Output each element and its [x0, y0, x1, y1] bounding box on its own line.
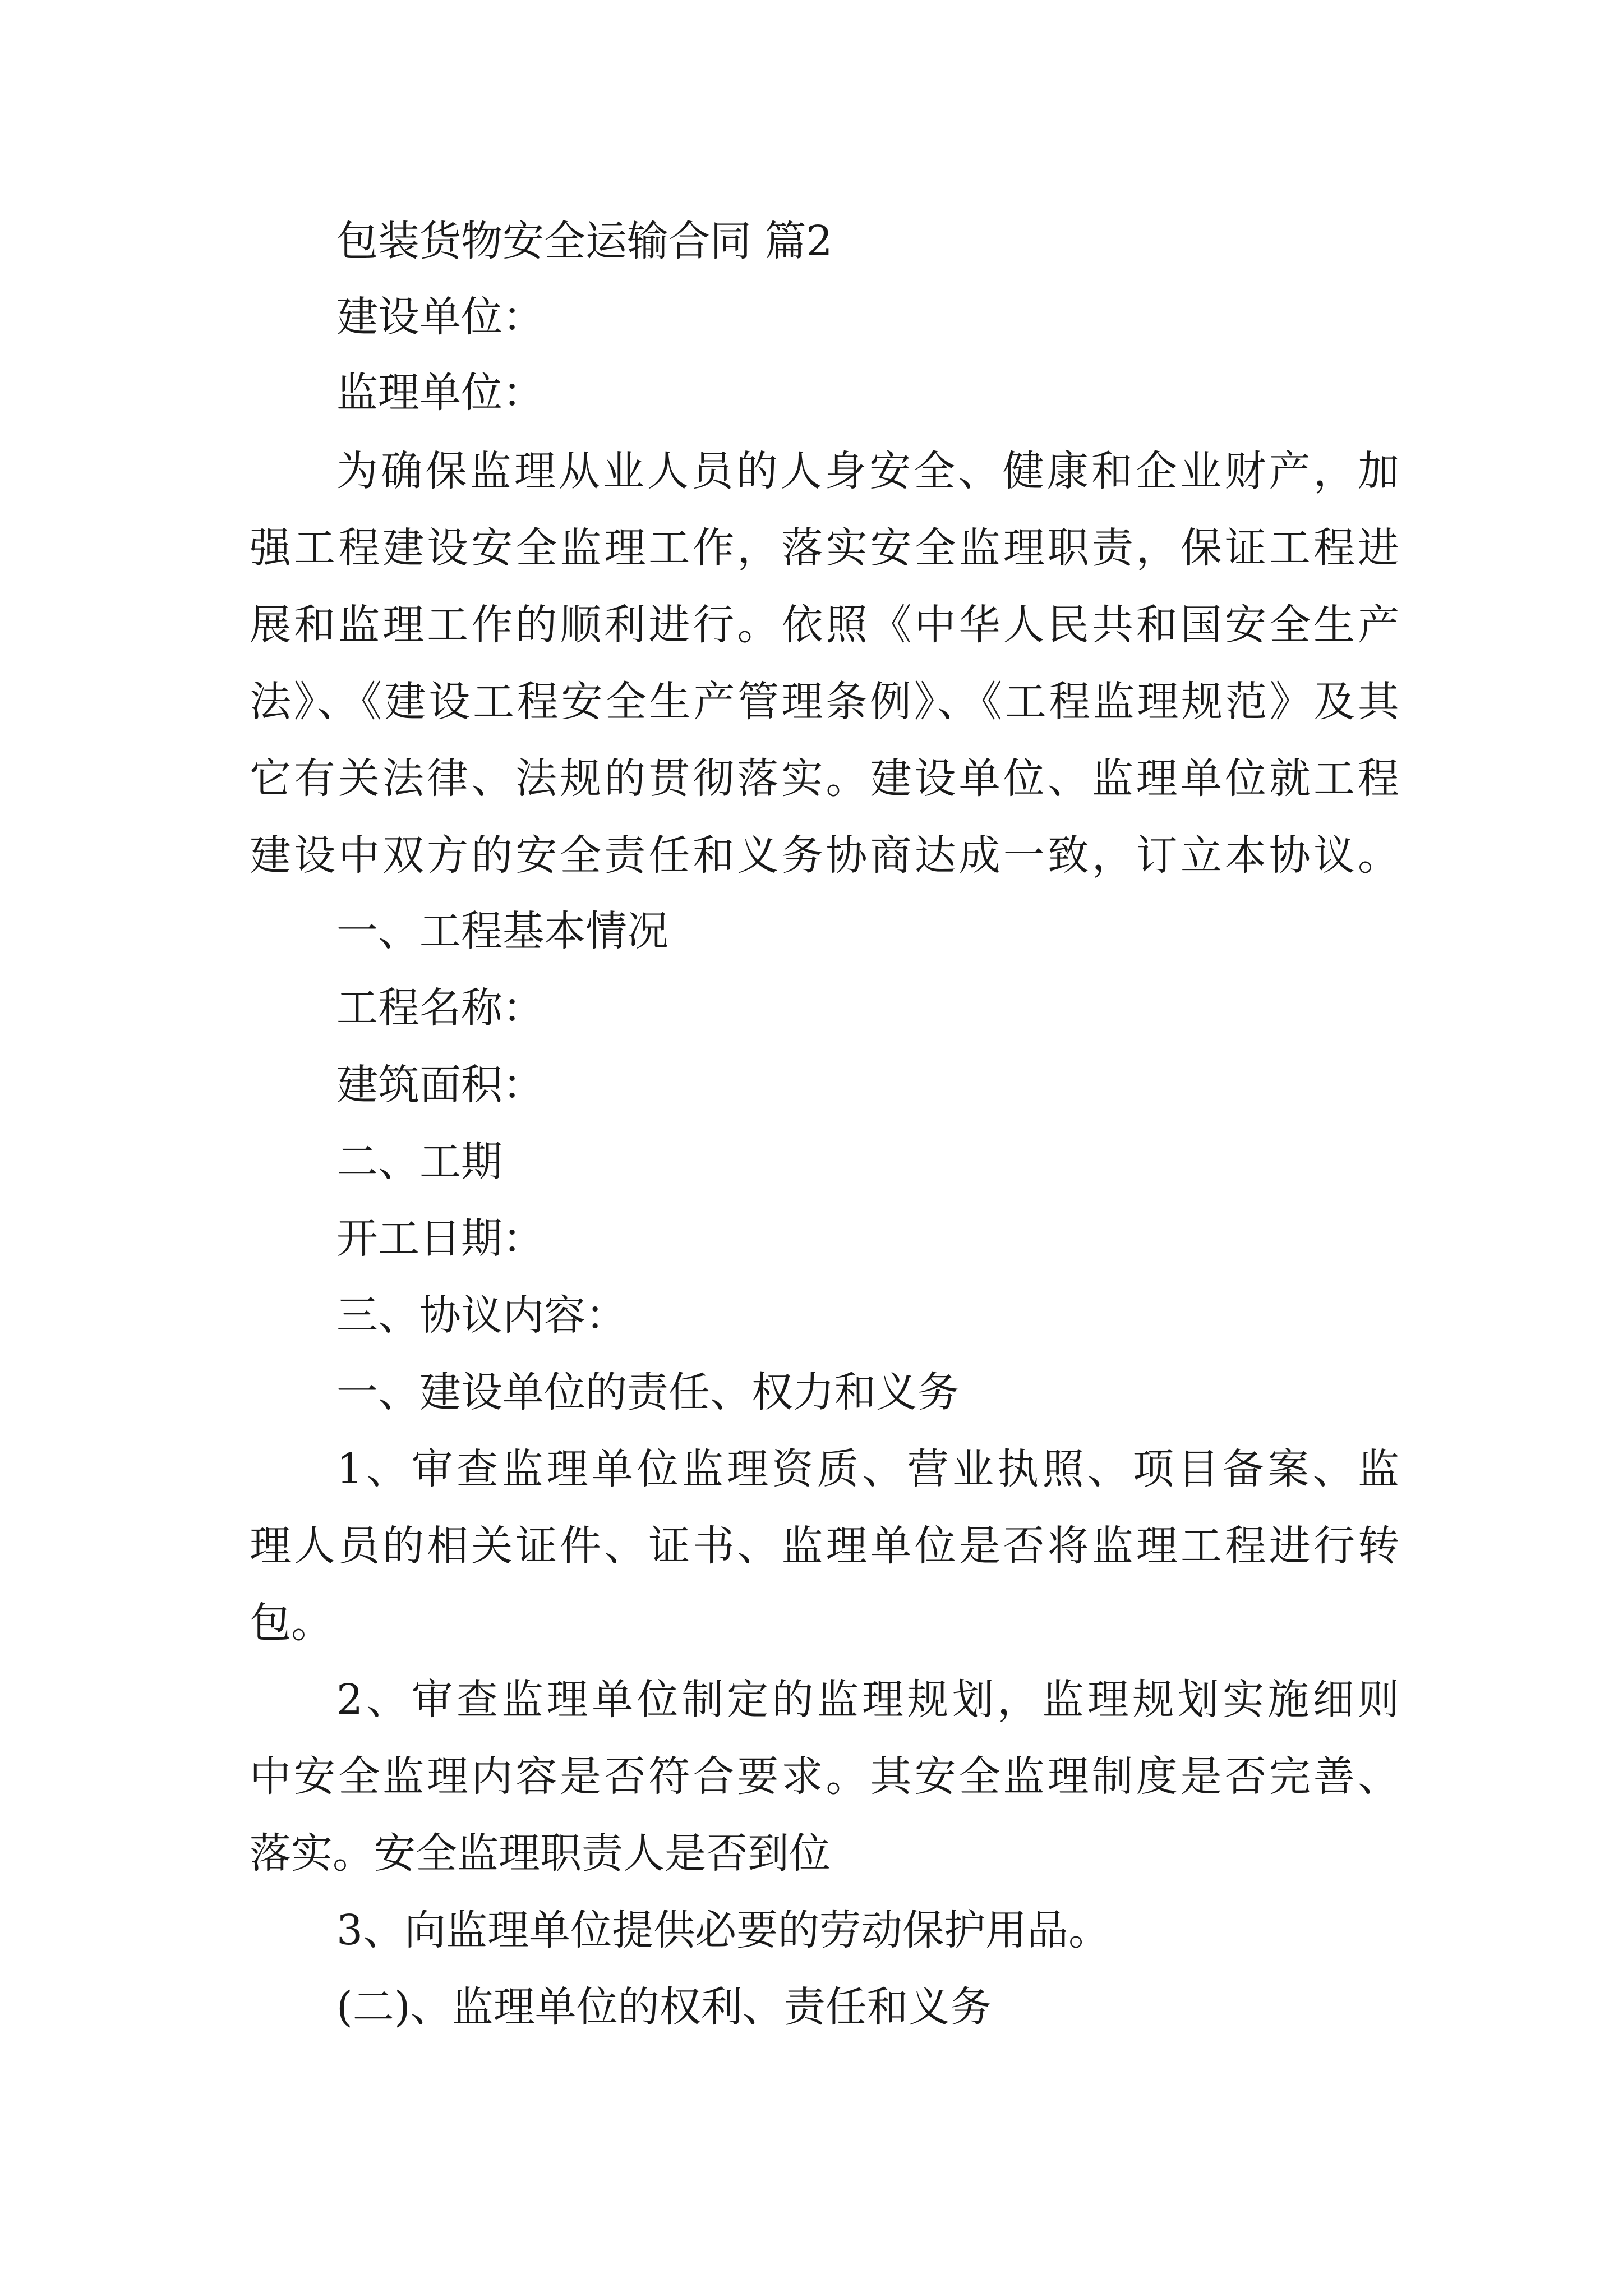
section-1-heading: 一、工程基本情况: [336, 907, 668, 955]
item-2-line: 中安全监理内容是否符合要求。其安全监理制度是否完善、: [250, 1752, 1399, 1801]
project-name-label: 工程名称：: [336, 984, 544, 1032]
item-2-line: 落实。安全监理职责人是否到位: [250, 1829, 831, 1878]
intro-line: 它有关法律、法规的贯彻落实。建设单位、监理单位就工程: [250, 754, 1399, 803]
party-a-label: 建设单位：: [336, 293, 544, 341]
section-3-heading: 三、协议内容：: [336, 1291, 627, 1340]
intro-line: 建设中双方的安全责任和义务协商达成一致，订立本协议。: [250, 831, 1399, 880]
intro-line: 为确保监理从业人员的人身安全、健康和企业财产，加: [336, 447, 1399, 495]
start-date-label: 开工日期：: [336, 1214, 544, 1263]
item-1-line: 理人员的相关证件、证书、监理单位是否将监理工程进行转: [250, 1522, 1399, 1570]
subsection-1-heading: 一、建设单位的责任、权力和义务: [336, 1368, 959, 1416]
intro-line: 强工程建设安全监理工作，落实安全监理职责，保证工程进: [250, 524, 1399, 572]
section-2-heading: 二、工期: [336, 1138, 502, 1186]
building-area-label: 建筑面积：: [336, 1061, 544, 1109]
item-1-line: 包。: [250, 1599, 333, 1647]
subsection-2-heading: (二)、监理单位的权利、责任和义务: [336, 1983, 992, 2031]
item-2-line: 2、审查监理单位制定的监理规划，监理规划实施细则: [336, 1676, 1399, 1724]
document-title: 包装货物安全运输合同 篇2: [336, 217, 833, 265]
intro-line: 法》、《建设工程安全生产管理条例》、《工程监理规范》及其: [250, 678, 1399, 726]
intro-line: 展和监理工作的顺利进行。依照《中华人民共和国安全生产: [250, 601, 1399, 649]
item-1-line: 1、审查监理单位监理资质、营业执照、项目备案、监: [336, 1445, 1399, 1493]
item-3-line: 3、向监理单位提供必要的劳动保护用品。: [336, 1906, 1110, 1954]
party-b-label: 监理单位：: [336, 369, 544, 417]
